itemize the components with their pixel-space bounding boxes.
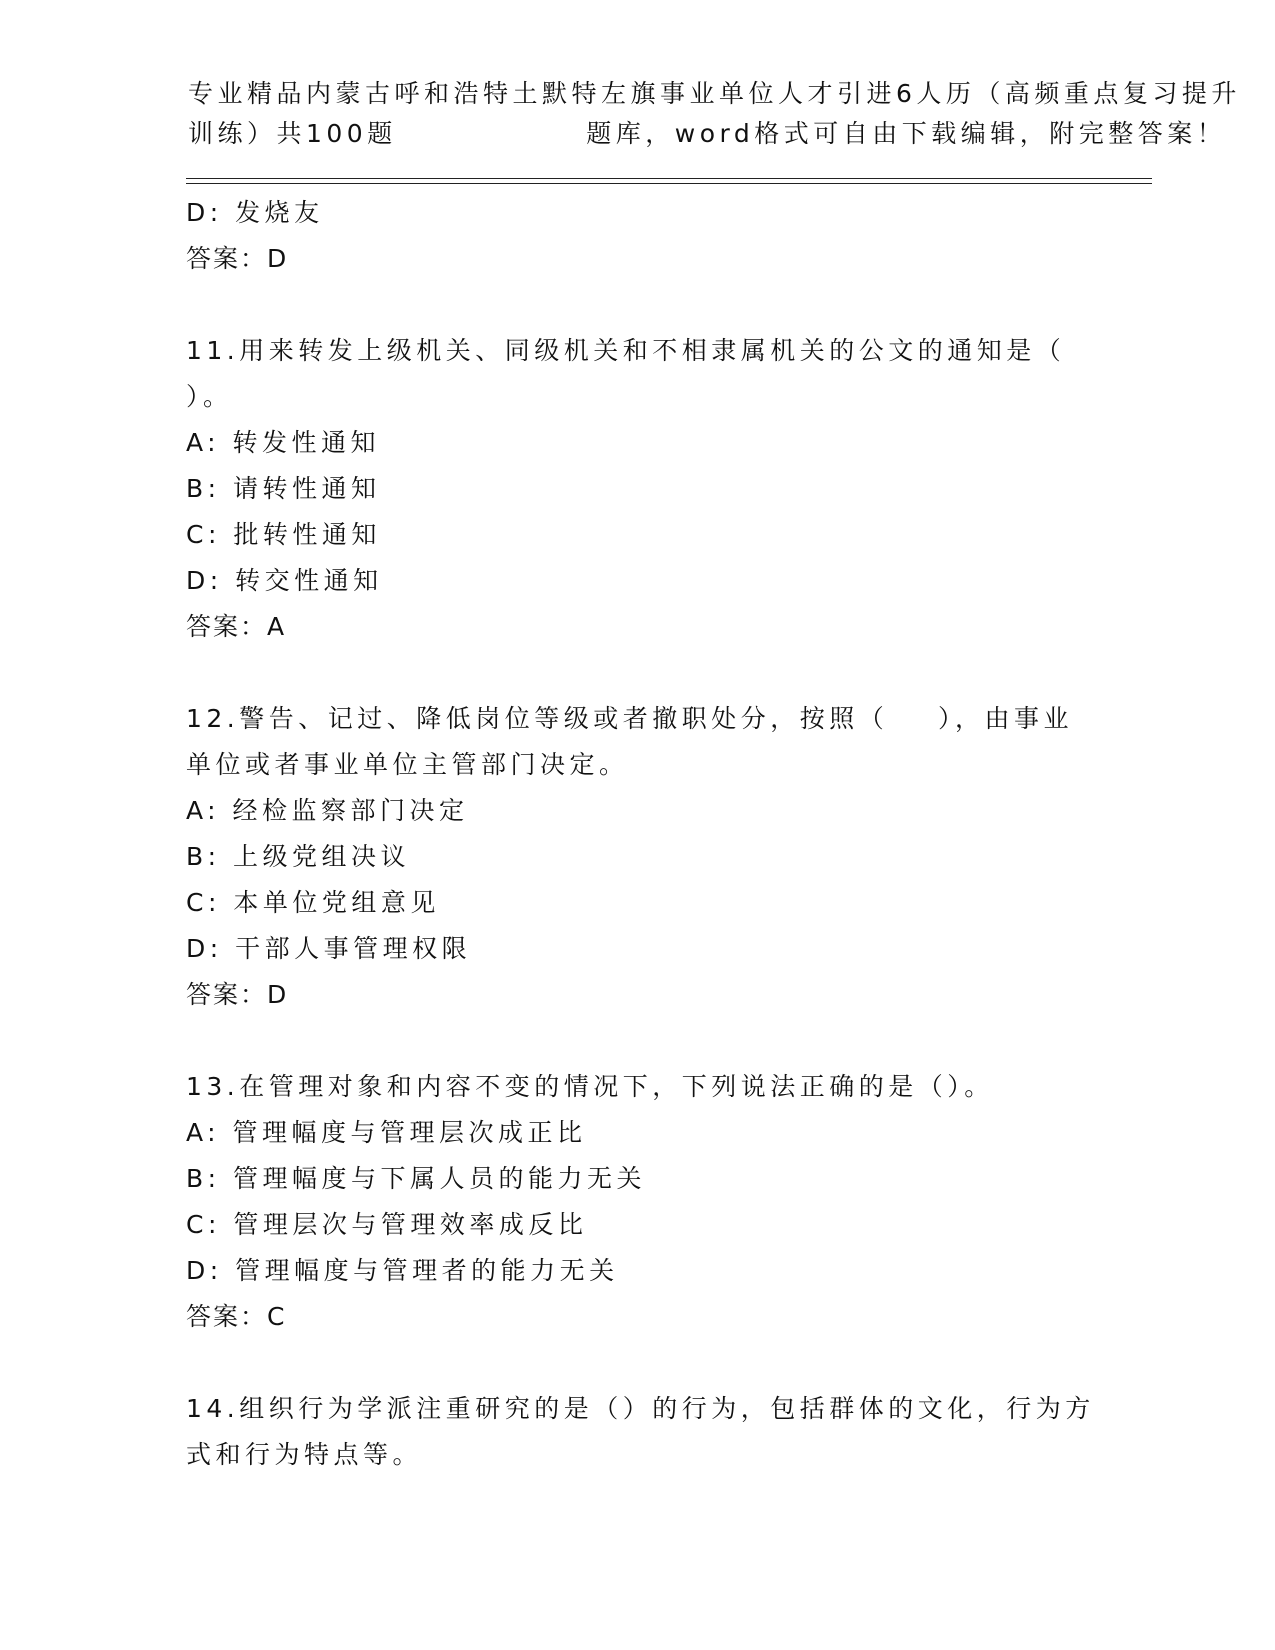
question-text-line-1: 12.警告、记过、降低岗位等级或者撤职处分，按照（ ），由事业 [186, 704, 1074, 733]
prev-answer: 答案：D [186, 244, 289, 273]
option-c: C: 本单位党组意见 [186, 888, 440, 917]
option-d: D: 管理幅度与管理者的能力无关 [186, 1256, 619, 1285]
answer: 答案：A [186, 612, 287, 641]
header-rule-top [186, 178, 1152, 179]
question-text-line-2: ）。 [186, 382, 233, 411]
prev-option-d: D: 发烧友 [186, 198, 324, 227]
option-c: C: 批转性通知 [186, 520, 381, 549]
header-rule-bottom [186, 183, 1152, 184]
question-text-line-2: 式和行为特点等。 [186, 1440, 423, 1469]
option-b: B: 管理幅度与下属人员的能力无关 [186, 1164, 647, 1193]
question-text-line-1: 14.组织行为学派注重研究的是（）的行为，包括群体的文化，行为方 [186, 1394, 1095, 1423]
option-d: D: 转交性通知 [186, 566, 383, 595]
option-b: B: 上级党组决议 [186, 842, 411, 871]
option-a: A: 管理幅度与管理层次成正比 [186, 1118, 587, 1147]
question-12 [186, 696, 1106, 1018]
option-b: B: 请转性通知 [186, 474, 381, 503]
option-c: C: 管理层次与管理效率成反比 [186, 1210, 588, 1239]
document-header [188, 74, 1241, 154]
option-d: D: 干部人事管理权限 [186, 934, 472, 963]
answer: 答案：D [186, 980, 289, 1009]
option-a: A: 经检监察部门决定 [186, 796, 469, 825]
document-body [186, 190, 1106, 1478]
answer: 答案：C [186, 1302, 287, 1331]
question-text-line-2: 单位或者事业单位主管部门决定。 [186, 750, 629, 779]
question-text-line-1: 11.用来转发上级机关、同级机关和不相隶属机关的公文的通知是（ [186, 336, 1066, 365]
question-text-line-1: 13.在管理对象和内容不变的情况下，下列说法正确的是（）。 [186, 1072, 994, 1101]
question-11 [186, 328, 1106, 650]
header-line-2: 训练）共100题 题库，word格式可自由下载编辑，附完整答案！ [188, 119, 1227, 148]
header-line-1: 专业精品内蒙古呼和浩特土默特左旗事业单位人才引进6人历（高频重点复习提升 [188, 79, 1241, 108]
option-a: A: 转发性通知 [186, 428, 381, 457]
question-13 [186, 1064, 1106, 1340]
question-14 [186, 1386, 1106, 1478]
